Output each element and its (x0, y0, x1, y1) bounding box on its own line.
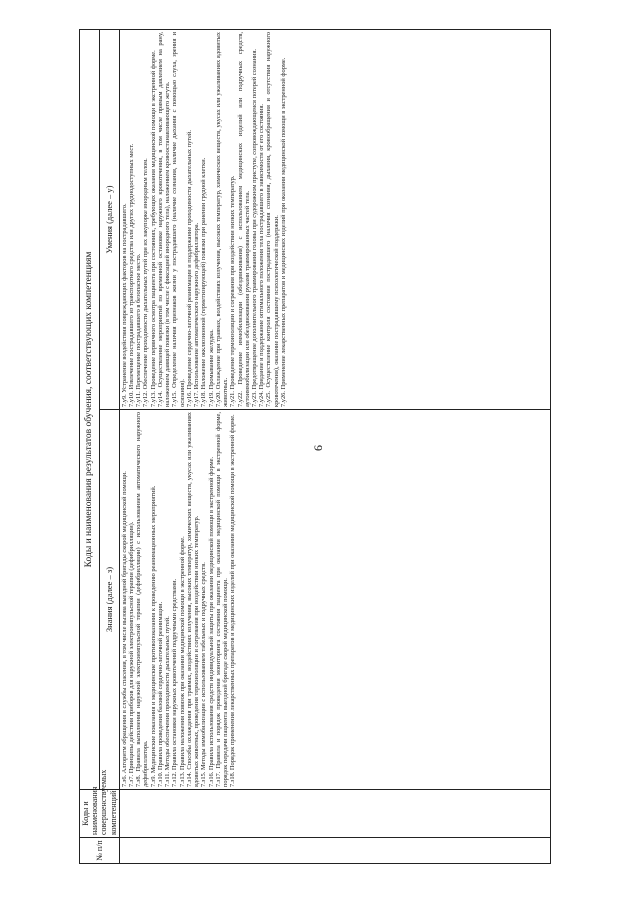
skill-item: 7.у22. Проведение иммобилизации (обездвиживания) с использованием медицинских изделий или подручных средств, аутоиммобилизации или обездвиживания руками травмированных частей тела. (236, 32, 251, 407)
skill-item: 7.у26. Применение лекарственных препаратов и медицинских изделий при оказании медицинской помощи в экстренной форме. (279, 57, 287, 407)
subheader-row (99, 30, 119, 864)
knowledge-item: 7.з14. Способы охлаждения при травмах, воздействиях излучения, высоких температур, химических веществ, укусах или ужаливаниях ядовитых животных, проведения термоизоляции и согревания при воздействии низких температур. (185, 412, 201, 787)
knowledge-item: 7.з6. Алгоритм обращения в службы спасения, в том числе вызова выездной бригады скорой медицинской помощи. (120, 471, 128, 787)
knowledge-item: 7.з18. Порядок применения лекарственных препаратов и медицинских изделий при оказании медицинской помощи в экстренной форме. (229, 414, 237, 787)
content-row (119, 30, 550, 864)
skill-item: 7.у18. Наложение окклюзионной (герметизирующей) повязки при ранении грудной клетки. (200, 157, 208, 407)
rotated-table-wrapper (79, 30, 551, 864)
page-number: 9 (311, 445, 326, 451)
skills-header: Умения (далее – у) (99, 30, 119, 410)
skill-item: 7.у21. Проведение термоизоляции и согревания при воздействии низких температур. (229, 175, 237, 407)
knowledge-item: 7.з9. Медицинские показания и медицинские противопоказания к проведению реанимационных мероприятий. (149, 485, 157, 787)
header-row (80, 30, 100, 864)
skill-item: 7.у24. Придание и поддержание оптимального положения тела пострадавшего в зависимости от его состояния. (258, 104, 266, 407)
knowledge-cell (119, 410, 550, 790)
skill-item: 7.у9. Устранение воздействия повреждающих факторов на пострадавшего. (120, 203, 128, 407)
knowledge-item: 7.з7. Принципы действия приборов для наружной электроимпульсной терапии (дефибрилляции). (127, 521, 135, 787)
knowledge-item: 7.з10. Правила проведения базовой сердечно-легочной реанимации. (156, 601, 164, 787)
competency-table (79, 29, 551, 864)
knowledge-item: 7.з12. Правила остановки наружных кровотечений подручными средствами. (171, 578, 179, 787)
skill-item: 7.у13. Проведение первичного осмотра пациента при состояниях, требующих оказания медицинской помощи в экстренной форме. (149, 50, 157, 407)
skill-item: 7.у19. Промывание желудка. (207, 329, 215, 407)
number-column-header: № п/п (80, 838, 120, 864)
skill-item: 7.у14. Осуществление мероприятий по временной остановке наружного кровотечения, в том числе прямым давлением на рану, наложением давящей повязки (в том числе с фиксацией инородного тела), наложением кровоостанавливающего жгута. (156, 32, 172, 407)
knowledge-item: 7.з17. Правила и порядок проведения мониторинга состояния пациента при оказании медицинской помощи в экстренной форме, порядок передачи пациента выездной бригаде скорой медицинской помощи. (214, 412, 230, 787)
knowledge-item: 7.з16. Правила использования средств индивидуальной защиты при оказании медицинской помощи в экстренной форме. (207, 456, 215, 787)
skill-item: 7.у23. Предотвращение дополнительного травмирования головы при судорожном приступе, сопровождающемся потерей сознания. (250, 49, 258, 407)
knowledge-header: Знания (далее – з) (99, 410, 119, 790)
skill-item: 7.у10. Извлечение пострадавшего из транспортного средства или других труднодоступных мест. (127, 143, 135, 407)
learning-results-header: Коды и наименования результатов обучения, соответствующих компетенциям (80, 30, 100, 790)
knowledge-item: 7.з13. Правила наложения повязок при оказании медицинской помощи в экстренной форме. (178, 536, 186, 787)
skill-item: 7.у17. Использование автоматического наружного дефибриллятора. (193, 222, 201, 407)
number-cell (119, 838, 550, 864)
competency-code-cell (119, 790, 550, 838)
skills-cell (119, 30, 550, 410)
skill-item: 7.у20. Охлаждение при травмах, воздействиях излучения, высоких температур, химических веществ, укусах или ужаливаниях ядовитых животных. (214, 32, 230, 407)
skill-item: 7.у16. Проведение сердечно-легочной реанимации и поддержание проходимости дыхательных путей. (185, 130, 193, 407)
knowledge-item: 7.з8. Правила выполнения наружной электроимпульсной терапии (дефибрилляции) с использованием автоматического наружного дефибриллятора. (135, 412, 150, 787)
knowledge-item: 7.з11. Методы обеспечения проходимости дыхательных путей. (164, 616, 172, 787)
skill-item: 7.у11. Перемещение пострадавшего в безопасное место. (135, 253, 143, 407)
competency-code-column-header: Коды и наименования совершенствуемых компетенций (80, 790, 120, 838)
skill-item: 7.у12. Обеспечение проходимости дыхательных путей при их закупорке инородным телом. (142, 158, 150, 407)
knowledge-item: 7.з15. Методы иммобилизации с использованием табельных и подручных средств. (200, 562, 208, 787)
skill-item: 7.у15. Определение наличия признаков жизни у пострадавшего (наличие сознания, наличие дыхания с помощью слуха, зрения и осязания). (171, 32, 186, 407)
skill-item: 7.у25. Осуществление контроля состояния пострадавшего (наличия сознания, дыхания, кровообращения и отсутствия наружного кровотечения), оказание пострадавшему психологической поддержки. (265, 32, 280, 407)
